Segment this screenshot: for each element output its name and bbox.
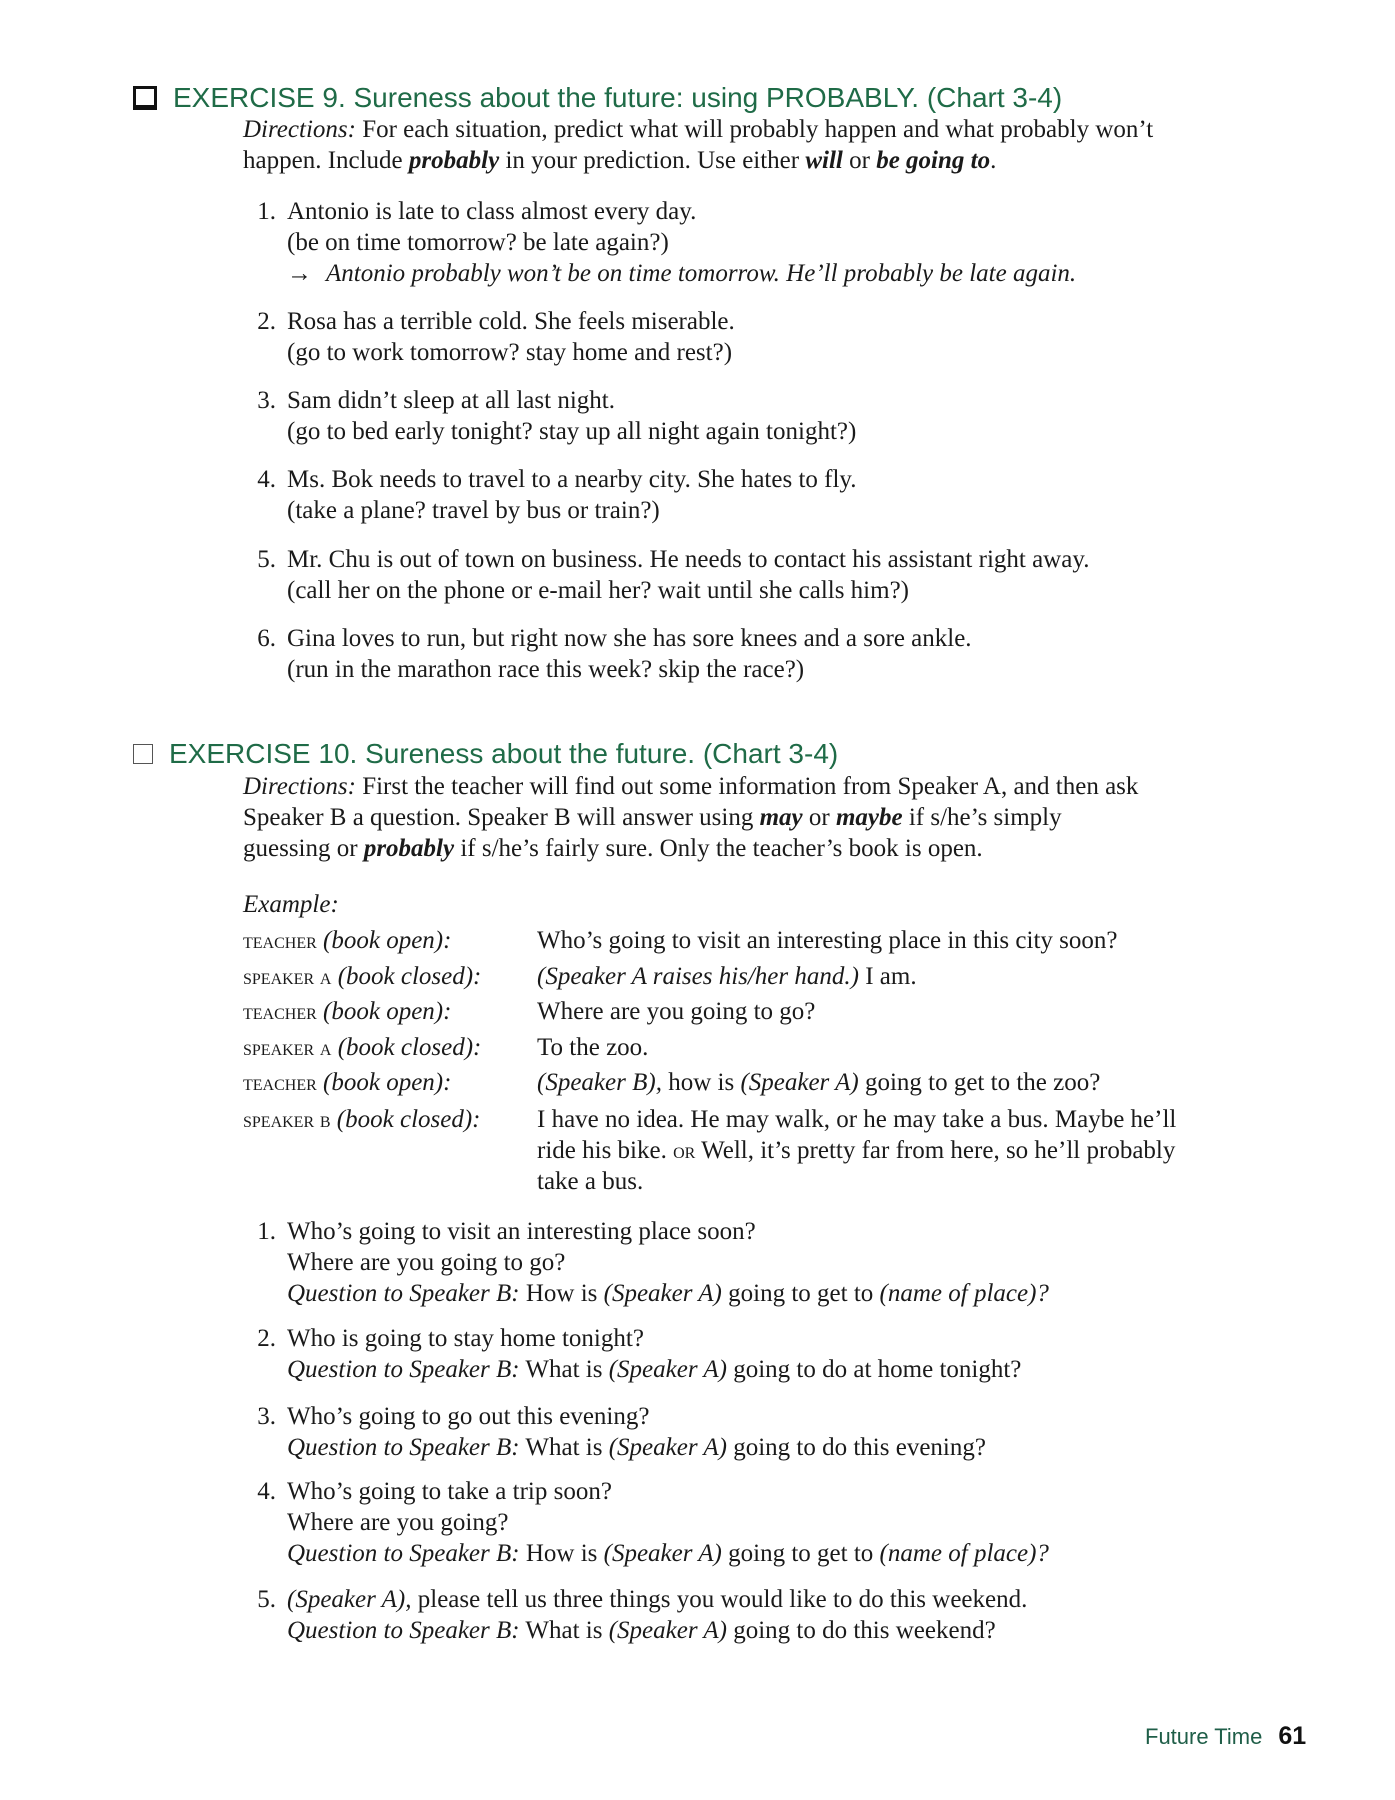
text-segment: (book open):	[316, 1069, 452, 1096]
text-segment: probably	[408, 147, 500, 174]
text-segment: guessing or	[243, 835, 364, 862]
text-line	[243, 802, 1303, 833]
text-segment: Directions:	[243, 116, 356, 143]
text-segment: I have no idea. He may walk, or he may take a bus. Maybe he’ll	[537, 1106, 1177, 1133]
item-number: 2.	[257, 308, 276, 335]
speaker-line	[537, 1032, 648, 1063]
text-segment: going to do this weekend?	[726, 1617, 996, 1644]
text-segment: going to get to	[721, 1540, 880, 1567]
text-line	[287, 1278, 1049, 1309]
item-body	[287, 464, 857, 526]
text-segment: (name of place)?	[879, 1280, 1049, 1307]
speaker-label	[243, 925, 451, 956]
speaker-label	[243, 996, 451, 1027]
text-line	[287, 1507, 1049, 1538]
text-segment: Antonio is late to class almost every day.	[287, 198, 697, 225]
speaker-line	[537, 1067, 1100, 1098]
text-segment: (call her on the phone or e-mail her? wait until she calls him?)	[287, 577, 909, 604]
item-number: 6.	[257, 625, 276, 652]
text-segment: Rosa has a terrible cold. She feels miserable.	[287, 308, 735, 335]
text-line	[287, 337, 735, 368]
item-body	[287, 196, 1076, 289]
text-line	[287, 575, 1089, 606]
text-segment: if s/he’s fairly sure. Only the teacher’s book is open.	[454, 835, 983, 862]
exercise-10-directions	[243, 771, 1303, 864]
text-segment: How is	[519, 1540, 604, 1567]
text-segment: speaker a	[243, 1035, 332, 1060]
text-segment: (Speaker A)	[740, 1069, 859, 1096]
text-line	[537, 1135, 1176, 1166]
item-body	[287, 623, 972, 685]
text-line	[287, 1323, 1021, 1354]
text-segment: (name of place)?	[879, 1540, 1049, 1567]
exercise-10-checkbox[interactable]	[133, 744, 153, 764]
item-body	[287, 1476, 1049, 1569]
text-segment: Who’s going to take a trip soon?	[287, 1478, 612, 1505]
text-segment: I am.	[858, 963, 917, 990]
text-segment: (Speaker A)	[603, 1280, 722, 1307]
text-segment: For each situation, predict what will probably happen and what probably won’t	[355, 116, 1154, 143]
item-number: 1.	[257, 198, 276, 225]
text-segment: Speaker B a question. Speaker B will answer using	[243, 804, 760, 831]
item-body	[287, 544, 1089, 606]
text-line	[287, 1247, 1049, 1278]
text-segment: ride his bike.	[537, 1137, 674, 1164]
text-segment: going to do this evening?	[726, 1434, 986, 1461]
text-line	[243, 833, 1303, 864]
exercise-9-title-text: EXERCISE 9. Sureness about the future: using PROBABLY. (Chart 3-4)	[173, 82, 1063, 113]
text-segment: or	[842, 147, 877, 174]
text-segment: Where are you going to go?	[287, 1249, 566, 1276]
item-number: 5.	[257, 546, 276, 573]
text-segment: take a bus.	[537, 1168, 644, 1195]
text-segment: if s/he’s simply	[902, 804, 1062, 831]
item-body	[287, 1584, 1027, 1646]
item-number: 5.	[257, 1586, 276, 1613]
speaker-line	[537, 925, 1117, 956]
text-line	[287, 385, 856, 416]
text-segment: Question to Speaker B:	[287, 1434, 520, 1461]
text-segment: Question to Speaker B:	[287, 1540, 520, 1567]
text-segment: in your prediction. Use either	[499, 147, 806, 174]
text-segment: (Speaker A raises his/her hand.)	[537, 963, 859, 990]
text-segment: be going to	[876, 147, 991, 174]
text-line	[537, 1032, 648, 1063]
text-segment: going to do at home tonight?	[726, 1356, 1022, 1383]
text-line	[287, 544, 1089, 575]
text-segment: How is	[519, 1280, 604, 1307]
text-line	[287, 258, 1076, 289]
text-segment: (Speaker B),	[537, 1069, 662, 1096]
text-segment: how is	[661, 1069, 741, 1096]
footer-section: Future Time	[1145, 1724, 1263, 1749]
text-segment: First the teacher will find out some information from Speaker A, and then ask	[355, 773, 1139, 800]
item-body	[287, 1401, 986, 1463]
text-segment: teacher	[243, 928, 317, 953]
text-segment: (Speaker A)	[608, 1356, 727, 1383]
item-number: 4.	[257, 1478, 276, 1505]
item-number: 1.	[257, 1218, 276, 1245]
item-number: 2.	[257, 1325, 276, 1352]
text-segment: speaker b	[243, 1107, 331, 1132]
text-segment: teacher	[243, 999, 317, 1024]
text-segment: (be on time tomorrow? be late again?)	[287, 229, 669, 256]
text-segment: Sam didn’t sleep at all last night.	[287, 387, 615, 414]
text-segment: Where are you going?	[287, 1509, 509, 1536]
speaker-label	[243, 1104, 481, 1135]
text-segment: Who’s going to visit an interesting place soon?	[287, 1218, 756, 1245]
exercise-9-title	[133, 82, 1062, 114]
item-number: 4.	[257, 466, 276, 493]
text-line	[243, 145, 1303, 176]
text-segment: Ms. Bok needs to travel to a nearby city. She hates to fly.	[287, 466, 857, 493]
text-segment: Question to Speaker B:	[287, 1617, 520, 1644]
text-segment: (book open):	[316, 927, 452, 954]
item-number: 3.	[257, 387, 276, 414]
speaker-label	[243, 1032, 481, 1063]
text-segment: (book open):	[316, 998, 452, 1025]
text-segment: (Speaker A)	[608, 1617, 727, 1644]
text-segment: going to get to	[721, 1280, 880, 1307]
item-body	[287, 1216, 1049, 1309]
text-segment: probably	[363, 835, 455, 862]
text-segment: What is	[519, 1434, 609, 1461]
text-segment: (book closed):	[330, 1106, 481, 1133]
text-line	[537, 1067, 1100, 1098]
exercise-9-directions	[243, 114, 1303, 176]
text-segment: Antonio probably won’t be on time tomorrow. He’ll probably be late again.	[326, 260, 1077, 287]
text-line	[287, 1432, 986, 1463]
text-line	[287, 1401, 986, 1432]
text-line	[243, 114, 1303, 145]
text-line	[287, 1476, 1049, 1507]
text-line	[287, 623, 972, 654]
text-segment: please tell us three things you would like to do this weekend.	[411, 1586, 1028, 1613]
speaker-label	[243, 1067, 451, 1098]
text-segment: happen. Include	[243, 147, 409, 174]
text-segment: (run in the marathon race this week? skip the race?)	[287, 656, 805, 683]
text-segment: Who’s going to go out this evening?	[287, 1403, 650, 1430]
text-segment: maybe	[835, 804, 903, 831]
text-line	[537, 996, 815, 1027]
text-segment: (go to work tomorrow? stay home and rest?)	[287, 339, 733, 366]
page-footer	[1145, 1722, 1306, 1751]
text-segment: (take a plane? travel by bus or train?)	[287, 497, 660, 524]
text-line	[537, 1104, 1176, 1135]
text-segment: or	[673, 1138, 696, 1163]
text-line	[537, 1166, 1176, 1197]
text-segment: (Speaker A)	[608, 1434, 727, 1461]
item-body	[287, 385, 856, 447]
speaker-line	[537, 996, 815, 1027]
text-segment: will	[805, 147, 843, 174]
text-segment: What is	[519, 1356, 609, 1383]
text-segment: What is	[519, 1617, 609, 1644]
text-line	[287, 227, 1076, 258]
text-segment: going to get to the zoo?	[858, 1069, 1101, 1096]
text-segment: .	[990, 147, 997, 174]
text-line	[537, 961, 917, 992]
example-label: Example:	[243, 891, 339, 918]
arrow-icon: →	[287, 260, 312, 287]
text-line	[287, 1216, 1049, 1247]
page-number: 61	[1278, 1722, 1307, 1750]
text-segment: (Speaker A),	[287, 1586, 412, 1613]
text-segment: teacher	[243, 1070, 317, 1095]
text-segment: (Speaker A)	[603, 1540, 722, 1567]
text-segment: (go to bed early tonight? stay up all night again tonight?)	[287, 418, 857, 445]
text-segment: (book closed):	[331, 1034, 482, 1061]
text-line	[287, 1538, 1049, 1569]
text-line	[287, 196, 1076, 227]
text-line	[537, 925, 1117, 956]
text-segment: (book closed):	[331, 963, 482, 990]
text-line	[287, 654, 972, 685]
text-line	[287, 495, 857, 526]
text-segment: speaker a	[243, 964, 332, 989]
text-segment: Where are you going to go?	[537, 998, 816, 1025]
text-segment: Who is going to stay home tonight?	[287, 1325, 644, 1352]
text-line	[287, 1584, 1027, 1615]
text-segment: Mr. Chu is out of town on business. He needs to contact his assistant right away.	[287, 546, 1090, 573]
speaker-line	[537, 961, 917, 992]
text-segment: To the zoo.	[537, 1034, 649, 1061]
exercise-9-checkbox[interactable]	[133, 86, 157, 110]
item-number: 3.	[257, 1403, 276, 1430]
text-segment: Directions:	[243, 773, 356, 800]
text-segment: Question to Speaker B:	[287, 1280, 520, 1307]
exercise-10-title-text: EXERCISE 10. Sureness about the future. (Chart 3-4)	[169, 738, 839, 769]
text-line	[243, 771, 1303, 802]
text-line	[287, 1615, 1027, 1646]
text-line	[287, 416, 856, 447]
text-line	[287, 464, 857, 495]
text-segment: may	[759, 804, 803, 831]
text-segment: Gina loves to run, but right now she has sore knees and a sore ankle.	[287, 625, 972, 652]
speaker-label	[243, 961, 481, 992]
item-body	[287, 1323, 1021, 1385]
text-segment: Well, it’s pretty far from here, so he’ll probably	[695, 1137, 1176, 1164]
speaker-line	[537, 1104, 1176, 1197]
text-segment: Question to Speaker B:	[287, 1356, 520, 1383]
text-line	[287, 1354, 1021, 1385]
text-line	[287, 306, 735, 337]
exercise-10-title	[133, 738, 838, 770]
item-body	[287, 306, 735, 368]
text-segment: or	[802, 804, 836, 831]
text-segment: Who’s going to visit an interesting place in this city soon?	[537, 927, 1118, 954]
